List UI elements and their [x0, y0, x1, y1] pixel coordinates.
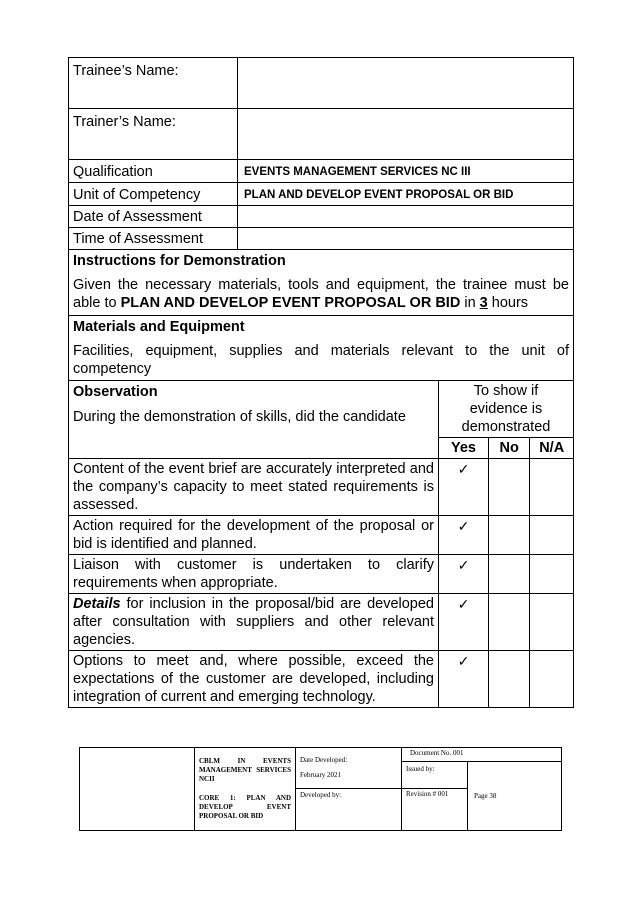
- criteria-emphasis: Details: [73, 596, 121, 612]
- yes-check-cell[interactable]: ✓: [439, 594, 489, 651]
- criteria-row: [69, 516, 574, 555]
- trainer-name-field[interactable]: [238, 109, 574, 160]
- yes-check-cell[interactable]: ✓: [439, 516, 489, 555]
- time-row: [69, 228, 574, 250]
- no-check-cell[interactable]: [488, 594, 529, 651]
- materials-heading: Materials and Equipment: [73, 319, 245, 335]
- observation-header-row: [69, 381, 574, 438]
- instructions-text-3: hours: [487, 295, 529, 311]
- revision-number: Revision # 001: [402, 789, 468, 831]
- instructions-heading: Instructions for Demonstration: [73, 253, 286, 269]
- no-check-cell[interactable]: [488, 459, 529, 516]
- no-header: No: [488, 438, 529, 459]
- instructions-text-2: in: [460, 295, 480, 311]
- observation-question: During the demonstration of skills, did the candidate: [73, 409, 406, 425]
- yes-check-cell[interactable]: ✓: [439, 555, 489, 594]
- criteria-row: [69, 594, 574, 651]
- yes-check-cell[interactable]: ✓: [439, 651, 489, 708]
- na-check-cell[interactable]: [530, 516, 574, 555]
- na-check-cell[interactable]: [530, 459, 574, 516]
- trainee-name-row: [69, 58, 574, 109]
- developed-by-label: Developed by:: [296, 789, 402, 831]
- materials-cell: [69, 316, 574, 381]
- na-check-cell[interactable]: [530, 651, 574, 708]
- na-check-cell[interactable]: [530, 555, 574, 594]
- instructions-task: PLAN AND DEVELOP EVENT PROPOSAL OR BID: [120, 295, 461, 311]
- trainee-name-label: Trainee’s Name:: [69, 58, 238, 109]
- criteria-row: [69, 555, 574, 594]
- yes-check-cell[interactable]: ✓: [439, 459, 489, 516]
- issued-by-label: Issued by:: [402, 762, 468, 789]
- assessment-form-table: [68, 57, 574, 708]
- unit-value: PLAN AND DEVELOP EVENT PROPOSAL OR BID: [238, 183, 574, 206]
- time-field[interactable]: [238, 228, 574, 250]
- qualification-label: Qualification: [69, 160, 238, 183]
- criteria-text: [69, 594, 439, 651]
- criteria-text: Options to meet and, where possible, exceed the expectations of the customer are developed, including integration of current and emerging technology.: [69, 651, 439, 708]
- trainer-name-label: Trainer’s Name:: [69, 109, 238, 160]
- na-check-cell[interactable]: [530, 594, 574, 651]
- unit-label: Unit of Competency: [69, 183, 238, 206]
- criteria-text: Content of the event brief are accurately interpreted and the company’s capacity to meet stated requirements is assessed.: [69, 459, 439, 516]
- no-check-cell[interactable]: [488, 555, 529, 594]
- footer-title-1: CBLM IN EVENTS MANAGEMENT SERVICES NCII: [199, 757, 291, 783]
- page-number: Page 38: [468, 762, 562, 831]
- date-developed-value: February 2021: [300, 771, 342, 779]
- time-label: Time of Assessment: [69, 228, 238, 250]
- footer-logo-cell: [80, 748, 195, 831]
- instructions-row: [69, 250, 574, 316]
- no-check-cell[interactable]: [488, 516, 529, 555]
- trainee-name-field[interactable]: [238, 58, 574, 109]
- na-header: N/A: [530, 438, 574, 459]
- observation-cell: [69, 381, 439, 459]
- criteria-row: [69, 459, 574, 516]
- materials-text: Facilities, equipment, supplies and materials relevant to the unit of competency: [73, 343, 569, 377]
- date-field[interactable]: [238, 206, 574, 228]
- footer-title-cell: [195, 748, 296, 831]
- criteria-row: [69, 651, 574, 708]
- criteria-text-rest: for inclusion in the proposal/bid are developed after consultation with suppliers and other relevant agencies.: [73, 596, 434, 648]
- materials-row: [69, 316, 574, 381]
- criteria-text: Liaison with customer is undertaken to clarify requirements when appropriate.: [69, 555, 439, 594]
- document-number: Document No. 001: [402, 748, 562, 762]
- trainer-name-row: [69, 109, 574, 160]
- no-check-cell[interactable]: [488, 651, 529, 708]
- date-developed-label: Date Developed:: [300, 756, 348, 764]
- qualification-row: [69, 160, 574, 183]
- criteria-text: Action required for the development of the proposal or bid is identified and planned.: [69, 516, 439, 555]
- qualification-value: EVENTS MANAGEMENT SERVICES NC III: [238, 160, 574, 183]
- date-label: Date of Assessment: [69, 206, 238, 228]
- document-footer: [79, 747, 562, 831]
- footer-title-2: CORE 1: PLAN AND DEVELOP EVENT PROPOSAL OR BID: [199, 794, 291, 820]
- instructions-text-1: Given the necessary materials, tools and equipment, the trainee must be able to: [73, 277, 569, 311]
- instructions-text: [73, 276, 569, 312]
- observation-heading: Observation: [73, 384, 158, 400]
- date-row: [69, 206, 574, 228]
- instructions-cell: [69, 250, 574, 316]
- evidence-header: To show if evidence is demonstrated: [439, 381, 574, 438]
- date-developed-cell: [296, 748, 402, 789]
- instructions-hours: 3: [479, 295, 488, 311]
- yes-header: Yes: [439, 438, 489, 459]
- unit-row: [69, 183, 574, 206]
